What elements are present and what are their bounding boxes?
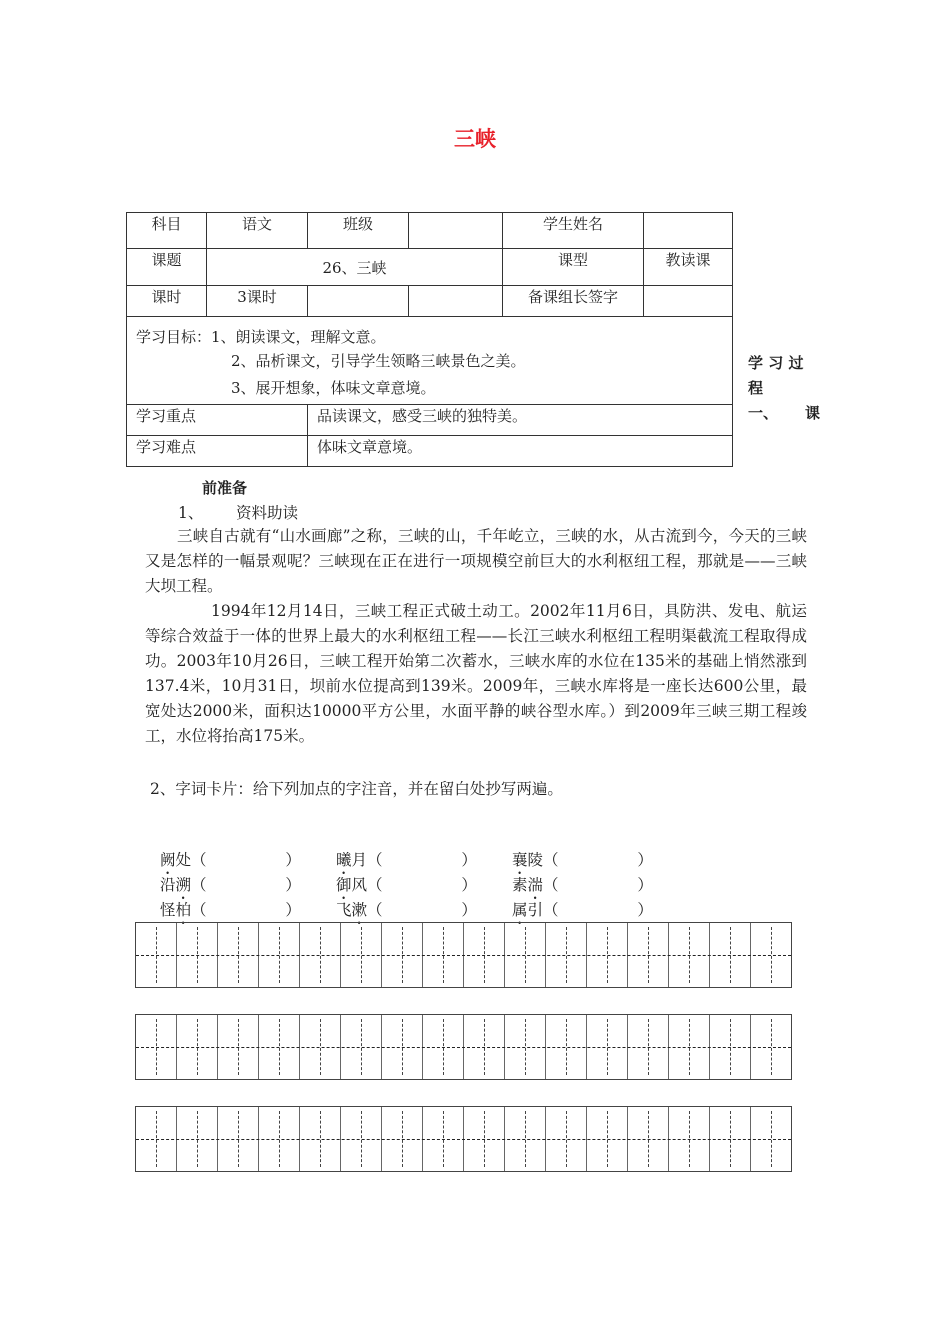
grid-cell[interactable] (341, 1015, 382, 1079)
grid-cell[interactable] (136, 923, 177, 987)
item-title: 资料助读 (236, 504, 299, 522)
cell-difficulty-label: 学习难点 (127, 436, 308, 467)
grid-cell[interactable] (382, 923, 423, 987)
goal-item: 3、展开想象，体味文章意境。 (231, 379, 436, 397)
grid-cell[interactable] (259, 923, 300, 987)
grid-cell[interactable] (546, 923, 587, 987)
cell-key-label: 学习重点 (127, 405, 308, 436)
grid-cell[interactable] (710, 1107, 751, 1171)
grid-cell[interactable] (628, 923, 669, 987)
grid-cell[interactable] (669, 923, 710, 987)
paragraph: 1994年12月14日，三峡工程正式破土动工。2002年11月6日，具防洪、发电、航运等综合效益于一体的世界上最大的水利枢纽工程——长江三峡水利枢纽工程明渠截流工程取得成功。2003年10月26日，三峡工程开始第二次蓄水，三峡水库的水位在135米的基础上悄然涨到137.4米，10月31日，坝前水位提高到139米。2009年，三峡水库将是一座长达600公里，最宽处达2000米，面积达10000平方公里，水面平静的峡谷型水库。）到2009年三峡三期工程竣工，水位将抬高175米。 (145, 602, 807, 745)
grid-cell[interactable] (751, 923, 791, 987)
cell-subject-label: 科目 (127, 213, 207, 249)
grid-cell[interactable] (300, 923, 341, 987)
pinyin-blank[interactable]: （ ） (367, 901, 477, 919)
grid-cell[interactable] (423, 1015, 464, 1079)
grid-cell[interactable] (177, 923, 218, 987)
grid-cell[interactable] (341, 923, 382, 987)
grid-cell[interactable] (587, 923, 628, 987)
cell-sign-label: 备课组长签字 (503, 286, 644, 317)
item-number: 1、 (178, 504, 204, 522)
cell-topic-label: 课题 (127, 249, 207, 286)
pinyin-blank[interactable]: （ ） (191, 876, 301, 894)
grid-cell[interactable] (136, 1015, 177, 1079)
cell-hours: 3课时 (207, 286, 308, 317)
grid-cell[interactable] (751, 1107, 791, 1171)
word-char: 属 (512, 901, 528, 919)
word-char: 风 (351, 876, 368, 894)
cell-key: 品读课文，感受三峡的独特美。 (308, 405, 733, 436)
pinyin-blank[interactable]: （ ） (191, 901, 301, 919)
grid-cell[interactable] (505, 923, 546, 987)
word-char: 怪 (160, 901, 176, 919)
grid-cell[interactable] (300, 1107, 341, 1171)
word-char: 曦 (336, 851, 352, 869)
page-title: 三峡 (454, 127, 496, 151)
word-char: 陵 (527, 851, 544, 869)
goal-item: 1、朗读课文，理解文意。 (211, 328, 386, 346)
word-char: 漱 (351, 901, 368, 919)
grid-cell[interactable] (505, 1015, 546, 1079)
side-heading: 课 (805, 404, 821, 422)
grid-cell[interactable] (177, 1107, 218, 1171)
cell-class (409, 213, 503, 249)
cell-empty (308, 286, 409, 317)
grid-cell[interactable] (177, 1015, 218, 1079)
grid-cell[interactable] (382, 1015, 423, 1079)
grid-cell[interactable] (300, 1015, 341, 1079)
grid-cell[interactable] (587, 1107, 628, 1171)
writing-grid[interactable] (135, 1106, 792, 1172)
word-char: 溯 (175, 876, 192, 894)
grid-cell[interactable] (259, 1015, 300, 1079)
word-char: 襄 (512, 851, 528, 869)
pinyin-blank[interactable]: （ ） (367, 851, 477, 869)
word-char: 沿 (160, 876, 176, 894)
grid-cell[interactable] (751, 1015, 791, 1079)
cell-hours-label: 课时 (127, 286, 207, 317)
side-heading: 学 习 过 (748, 354, 804, 372)
word-char: 引 (527, 901, 544, 919)
word-char: 飞 (336, 901, 352, 919)
word-char: 阙 (160, 851, 176, 869)
cell-type-label: 课型 (503, 249, 644, 286)
cell-topic: 26、三峡 (207, 249, 503, 286)
writing-grid[interactable] (135, 922, 792, 988)
grid-cell[interactable] (628, 1015, 669, 1079)
grid-cell[interactable] (669, 1107, 710, 1171)
grid-cell[interactable] (628, 1107, 669, 1171)
side-heading: 一、 (748, 404, 779, 422)
grid-cell[interactable] (546, 1107, 587, 1171)
lesson-info-table (126, 212, 733, 467)
word-char: 素 (512, 876, 528, 894)
goals-label: 学习目标： (136, 328, 212, 346)
cell-subject: 语文 (207, 213, 308, 249)
cell-student-name-label: 学生姓名 (503, 213, 644, 249)
cell-empty (409, 286, 503, 317)
side-heading: 程 (748, 379, 764, 397)
grid-cell[interactable] (341, 1107, 382, 1171)
grid-cell[interactable] (218, 1015, 259, 1079)
word-char: 处 (175, 851, 192, 869)
writing-grid[interactable] (135, 1014, 792, 1080)
pinyin-blank[interactable]: （ ） (191, 851, 301, 869)
cell-student-name (644, 213, 733, 249)
grid-cell[interactable] (710, 1015, 751, 1079)
grid-cell[interactable] (136, 1107, 177, 1171)
grid-cell[interactable] (218, 923, 259, 987)
grid-cell[interactable] (423, 923, 464, 987)
word-char: 湍 (527, 876, 544, 894)
grid-cell[interactable] (464, 1107, 505, 1171)
grid-cell[interactable] (259, 1107, 300, 1171)
item-title: 2、字词卡片：给下列加点的字注音，并在留白处抄写两遍。 (150, 780, 563, 798)
grid-cell[interactable] (587, 1015, 628, 1079)
grid-cell[interactable] (218, 1107, 259, 1171)
pinyin-blank[interactable]: （ ） (367, 876, 477, 894)
grid-cell[interactable] (505, 1107, 546, 1171)
grid-cell[interactable] (464, 923, 505, 987)
paragraph: 三峡自古就有“山水画廊”之称，三峡的山，千年屹立，三峡的水，从古流到今，今天的三峡又是怎样的一幅景观呢？三峡现在正在进行一项规模空前巨大的水利枢纽工程，那就是——三峡大坝工程。 (145, 527, 807, 595)
grid-cell[interactable] (464, 1015, 505, 1079)
grid-cell[interactable] (382, 1107, 423, 1171)
goal-item: 2、品析课文，引导学生领略三峡景色之美。 (231, 352, 526, 370)
cell-difficulty: 体味文章意境。 (308, 436, 733, 467)
grid-cell[interactable] (423, 1107, 464, 1171)
grid-cell[interactable] (546, 1015, 587, 1079)
grid-cell[interactable] (710, 923, 751, 987)
cell-class-label: 班级 (308, 213, 409, 249)
section-heading: 前准备 (202, 479, 248, 497)
word-char: 御 (336, 876, 352, 894)
grid-cell[interactable] (669, 1015, 710, 1079)
word-char: 月 (351, 851, 368, 869)
cell-sign (644, 286, 733, 317)
pinyin-blank[interactable]: （ ） (543, 901, 653, 919)
cell-type: 教读课 (644, 249, 733, 286)
cell-goals (127, 317, 733, 405)
pinyin-blank[interactable]: （ ） (543, 851, 653, 869)
word-char: 柏 (175, 901, 192, 919)
pinyin-blank[interactable]: （ ） (543, 876, 653, 894)
